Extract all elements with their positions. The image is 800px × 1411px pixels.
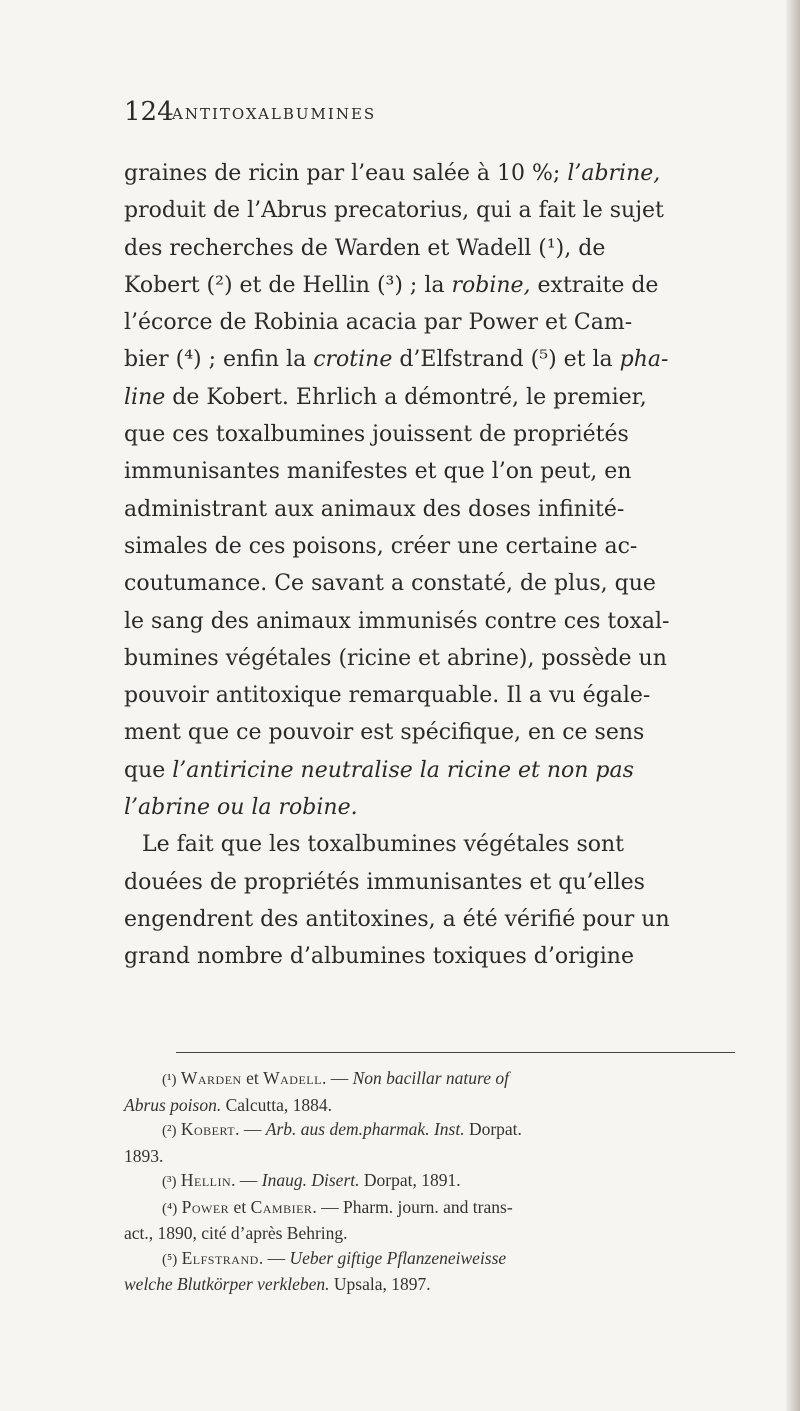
text-line: simales de ces poisons, créer une certaine ac- bbox=[124, 533, 638, 559]
text-line: des recherches de Warden et Wadell (¹), de bbox=[124, 235, 606, 261]
text-line: Le fait que les toxalbumines végétales sont bbox=[142, 832, 625, 858]
page-number: 124 bbox=[124, 97, 174, 127]
text-line: que l’antiricine neutralise la ricine et non pas bbox=[124, 757, 634, 783]
text-line: douées de propriétés immunisantes et qu’elles bbox=[124, 869, 645, 895]
footnote-continuation: 1893. bbox=[124, 1145, 164, 1166]
footnote: (³) Hellin. — Inaug. Disert. Dorpat, 1891. bbox=[162, 1170, 461, 1190]
footnote: (¹) Warden et Wadell. — Non bacillar nature of bbox=[162, 1068, 509, 1088]
text-line: administrant aux animaux des doses infinité- bbox=[124, 496, 625, 522]
page-edge bbox=[786, 0, 800, 1411]
text-line: produit de l’Abrus precatorius, qui a fait le sujet bbox=[124, 198, 664, 224]
footnote-rule bbox=[176, 1052, 735, 1053]
footnotes bbox=[124, 1066, 735, 1297]
footnote-continuation: act., 1890, cité d’après Behring. bbox=[124, 1223, 348, 1243]
footnote-continuation: welche Blutkörper verkleben. Upsala, 1897. bbox=[124, 1274, 431, 1294]
text-line: grand nombre d’albumines toxiques d’origine bbox=[124, 944, 634, 970]
footnote: (²) Kobert. — Arb. aus dem.pharmak. Inst. Dorpat. bbox=[162, 1119, 522, 1139]
text-line: graines de ricin par l’eau salée à 10 %; l’abrine, bbox=[124, 161, 661, 186]
page-header bbox=[124, 97, 724, 137]
text-line: l’abrine ou la robine. bbox=[124, 795, 358, 821]
footnote: (⁵) Elfstrand. — Ueber giftige Pflanzeneiweisse bbox=[162, 1247, 507, 1268]
text-line: coutumance. Ce savant a constaté, de plus, que bbox=[124, 571, 656, 597]
body-text bbox=[124, 155, 735, 976]
footnote-continuation: Abrus poison. Calcutta, 1884. bbox=[124, 1094, 333, 1115]
text-line: bumines végétales (ricine et abrine), possède un bbox=[124, 645, 667, 671]
text-line: engendrent des antitoxines, a été vérifié pour un bbox=[124, 906, 670, 932]
text-line: le sang des animaux immunisés contre ces toxal- bbox=[124, 608, 670, 634]
text-line: pouvoir antitoxique remarquable. Il a vu égale- bbox=[124, 683, 651, 709]
text-line: immunisantes manifestes et que l’on peut, en bbox=[124, 459, 632, 485]
text-line: Kobert (²) et de Hellin (³) ; la robine, extraite de bbox=[124, 272, 659, 298]
text-line: l’écorce de Robinia acacia par Power et Cam- bbox=[124, 310, 633, 336]
text-line: ment que ce pouvoir est spécifique, en ce sens bbox=[124, 720, 645, 746]
text-line: line de Kobert. Ehrlich a démontré, le premier, bbox=[124, 384, 647, 410]
footnote: (⁴) Power et Cambier. — Pharm. journ. and trans- bbox=[162, 1196, 513, 1217]
text-line: bier (⁴) ; enfin la crotine d’Elfstrand (⁵) et la pha- bbox=[124, 347, 669, 373]
running-head: ANTITOXALBUMINES bbox=[172, 105, 377, 123]
text-line: que ces toxalbumines jouissent de propriétés bbox=[124, 422, 629, 448]
